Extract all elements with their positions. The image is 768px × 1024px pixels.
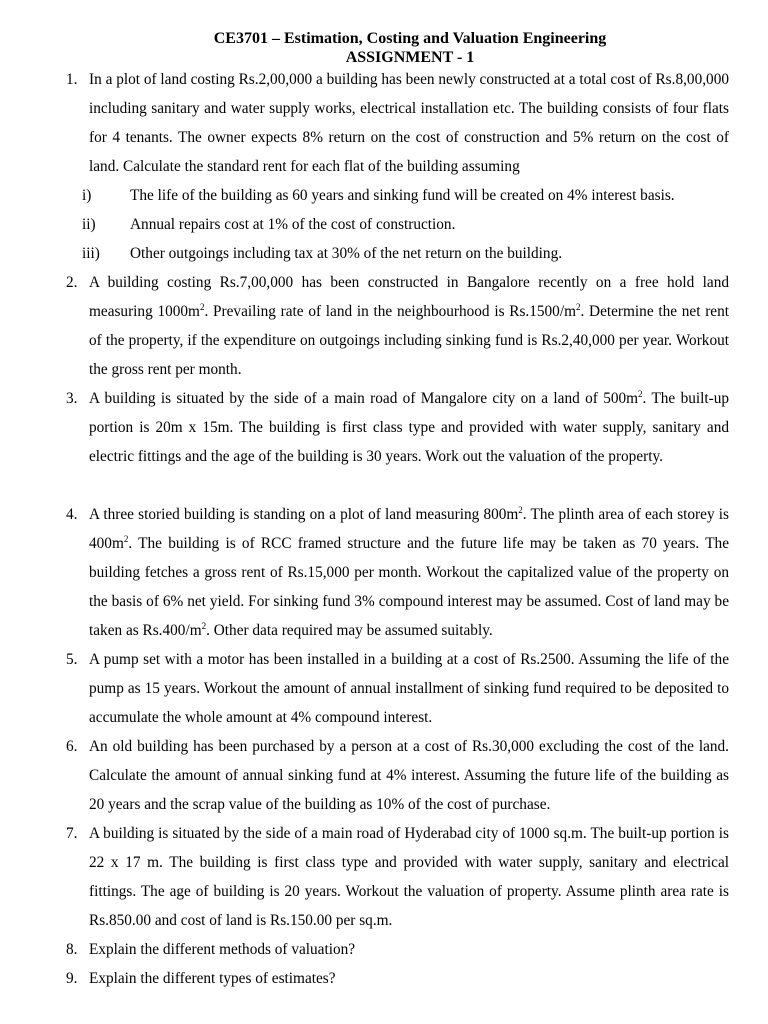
question-3-part: . The built-up portion is 20m x 15m. The building is first class type and provided with water supply, sanitary and electric fittings and the age of the building is 30 years. Work out the valuation of the property.	[89, 390, 730, 465]
question-4-number: 4.	[66, 506, 78, 523]
superscript-2: 2	[123, 534, 129, 544]
question-5-number: 5.	[66, 651, 78, 668]
question-7-text: A building is situated by the side of a main road of Hyderabad city of 1000 sq.m. The built-up portion is 22 x 17 m. The building is first class type and provided with water supply, sanitary and electrical fittings. The age of building is 20 years. Workout the valuation of property. Assume plinth area rate is Rs.850.00 and cost of land is Rs.150.00 per sq.m.	[89, 825, 729, 929]
question-2-text	[89, 268, 729, 384]
question-8-number: 8.	[66, 941, 78, 958]
question-1-subitem-2-text: Annual repairs cost at 1% of the cost of construction.	[130, 216, 456, 233]
question-1-text: In a plot of land costing Rs.2,00,000 a building has been newly constructed at a total cost of Rs.8,00,000 including sanitary and water supply works, electrical installation etc. The building consists of four flats for 4 tenants. The owner expects 8% return on the cost of construction and 5% return on the cost of land. Calculate the standard rent for each flat of the building assuming	[89, 71, 729, 175]
question-1-subitem-3-marker: iii)	[82, 245, 100, 262]
question-2-part: . Prevailing rate of land in the neighbourhood is Rs.1500/m	[204, 303, 576, 320]
question-4-part: . The plinth area of each storey is 400m	[89, 506, 729, 552]
question-3-number: 3.	[66, 390, 78, 407]
question-3-part: A building is situated by the side of a main road of Mangalore city on a land of 500m	[89, 390, 639, 407]
superscript-2: 2	[518, 505, 523, 515]
question-1-subitem-1-text: The life of the building as 60 years and sinking fund will be created on 4% interest basis.	[130, 187, 675, 204]
question-2-part: A building costing Rs.7,00,000 has been constructed in Bangalore recently on a free hold land measuring 1000m	[89, 274, 729, 320]
question-2-number: 2.	[66, 274, 78, 291]
question-1-subitem-2-marker: ii)	[82, 216, 96, 233]
course-title: CE3701 – Estimation, Costing and Valuation Engineering	[213, 30, 607, 47]
question-6-text: An old building has been purchased by a person at a cost of Rs.30,000 excluding the cost of the land. Calculate the amount of annual sinking fund at 4% interest. Assuming the future life of the building as 20 years and the scrap value of the building as 10% of the cost of purchase.	[89, 738, 729, 813]
question-1-subitem-3-text: Other outgoings including tax at 30% of the net return on the building.	[130, 245, 563, 262]
superscript-2: 2	[638, 389, 643, 399]
superscript-2: 2	[575, 302, 581, 312]
question-5-text: A pump set with a motor has been installed in a building at a cost of Rs.2500. Assuming the life of the pump as 15 years. Workout the amount of annual installment of sinking fund required to be deposited to accumulate the whole amount at 4% compound interest.	[89, 651, 729, 726]
question-8-text: Explain the different methods of valuation?	[89, 941, 356, 958]
question-4-part: . Other data required may be assumed suitably.	[206, 622, 493, 639]
question-3-text	[89, 384, 729, 471]
question-4-text	[89, 500, 729, 645]
question-1-subitem-1-marker: i)	[82, 187, 92, 204]
question-9-text: Explain the different types of estimates?	[89, 970, 336, 987]
question-7-number: 7.	[66, 825, 78, 842]
assignment-title: ASSIGNMENT - 1	[345, 49, 475, 66]
superscript-2: 2	[199, 302, 205, 312]
question-4-part: . The building is of RCC framed structure and the future life may be taken as 70 years. The building fetches a gross rent of Rs.15,000 per month. Workout the capitalized value of the property on the basis of 6% net yield. For sinking fund 3% compound interest may be assumed. Cost of land may be taken as Rs.400/m	[89, 535, 729, 639]
superscript-2: 2	[201, 621, 207, 631]
question-4-part: A three storied building is standing on a plot of land measuring 800m	[89, 506, 519, 523]
question-6-number: 6.	[66, 738, 78, 755]
question-9-number: 9.	[66, 970, 78, 987]
question-2-part: . Determine the net rent of the property, if the expenditure on outgoings including sinking fund is Rs.2,40,000 per year. Workout the gross rent per month.	[89, 303, 729, 378]
question-1-number: 1.	[66, 71, 78, 88]
